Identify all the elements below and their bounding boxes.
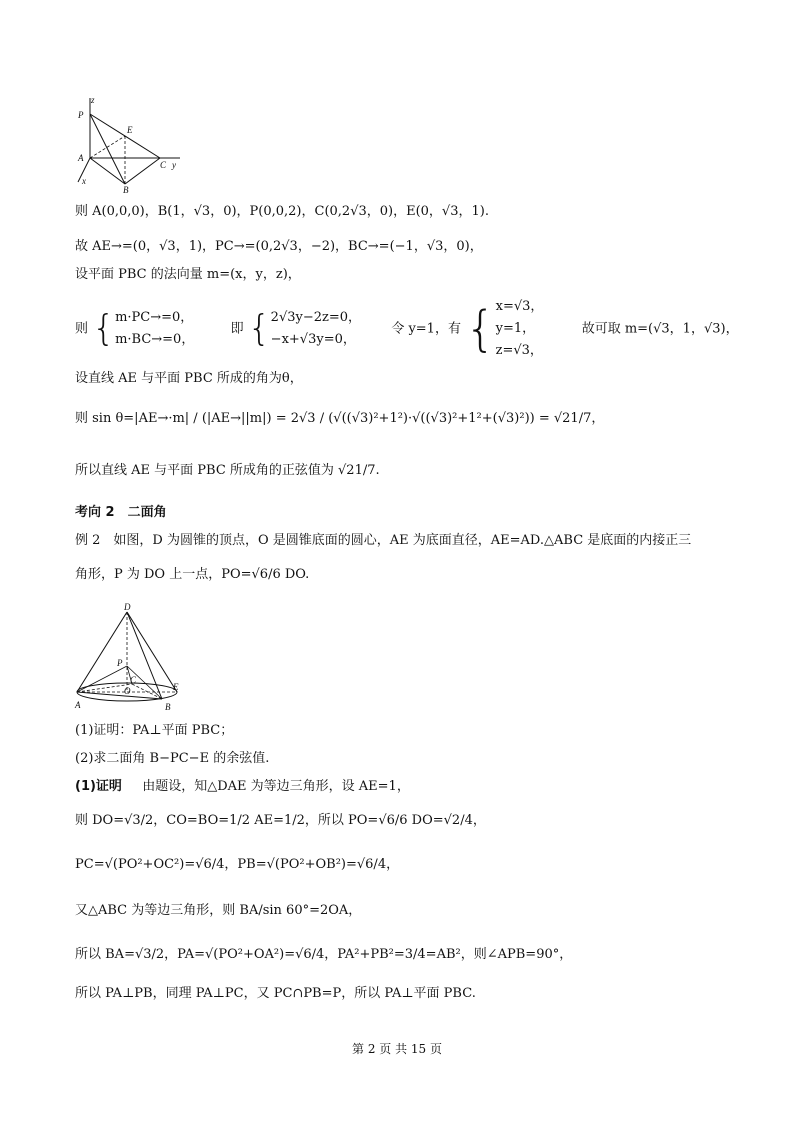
- let-y: 令 y=1，有: [391, 321, 461, 337]
- figure-pyramid: [72, 94, 192, 194]
- coords-line: 则 A(0,0,0)，B(1，√3，0)，P(0,0,2)，C(0,2√3，0)，E(0，√3，1).: [75, 204, 489, 219]
- vectors-line: 故 AE→=(0，√3，1)，PC→=(0,2√3，−2)，BC→=(−1，√3，0)，: [75, 239, 483, 254]
- example-line-2: 角形，P 为 DO 上一点，PO=√6/6 DO.: [75, 567, 310, 582]
- proof-line-5: 所以 BA=√3/2，PA=√(PO²+OA²)=√6/4，PA²+PB²=3/4=AB²，则∠APB=90°，: [75, 947, 573, 962]
- label-D: D: [124, 602, 131, 612]
- angle-intro: 设直线 AE 与平面 PBC 所成的角为θ，: [75, 371, 303, 386]
- system1: m·PC→=0， m·BC→=0，: [115, 310, 195, 347]
- label-O: O: [124, 686, 131, 696]
- label-C2: C: [130, 675, 137, 685]
- question-2: (2)求二面角 B−PC−E 的余弦值.: [75, 751, 270, 766]
- page-footer: 第 2 页 共 15 页: [352, 1042, 442, 1056]
- label-A2: A: [75, 700, 81, 710]
- label-P2: P: [117, 658, 123, 668]
- normal-line: 设平面 PBC 的法向量 m=(x，y，z)，: [75, 267, 301, 282]
- label-x: x: [82, 176, 86, 186]
- system2-intro: 即: [230, 321, 244, 337]
- system-intro: 则: [75, 321, 89, 337]
- figure-cone: [70, 600, 190, 715]
- label-z: z: [91, 95, 95, 105]
- take-m: 故可取 m=(√3，1，√3)，: [581, 321, 739, 337]
- proof-start: [75, 778, 410, 796]
- label-y: y: [172, 160, 176, 170]
- example-line-1: 例 2 如图，D 为圆锥的顶点，O 是圆锥底面的圆心，AE 为底面直径，AE=AD.△ABC 是底面的内接正三: [75, 533, 692, 548]
- label-P: P: [78, 110, 84, 120]
- proof-line-6: 所以 PA⊥PB，同理 PA⊥PC，又 PC∩PB=P，所以 PA⊥平面 PBC.: [75, 986, 476, 1001]
- sin-theta-line: 则 sin θ=|AE→·m| / (|AE→||m|) = 2√3 / (√((√3)²+1²)·√((√3)²+1²+(√3)²)) = √21/7，: [75, 411, 605, 426]
- proof-line-2: 则 DO=√3/2，CO=BO=1/2 AE=1/2，所以 PO=√6/6 DO=√2/4，: [75, 813, 486, 828]
- label-C: C: [160, 160, 167, 170]
- proof-line-1: 由题设，知△DAE 为等边三角形，设 AE=1，: [142, 779, 410, 794]
- proof-line-3: PC=√(PO²+OC²)=√6/4，PB=√(PO²+OB²)=√6/4，: [75, 857, 400, 872]
- label-E: E: [127, 125, 133, 135]
- system-row: 则 { m·PC→=0， m·BC→=0， 即 { 2√3y−2z=0， −x+√3y=0， 令 y=1，有 { x=√3， y=1， z=√3， 故可取 m=(√3，1，√3)，: [75, 296, 739, 362]
- label-B2: B: [165, 702, 171, 712]
- label-B: B: [123, 185, 129, 194]
- proof-head: (1)证明: [75, 779, 122, 794]
- system3: x=√3， y=1， z=√3，: [495, 299, 544, 358]
- system2: 2√3y−2z=0， −x+√3y=0，: [270, 310, 362, 347]
- question-1: (1)证明：PA⊥平面 PBC；: [75, 723, 234, 738]
- label-A: A: [78, 153, 84, 163]
- conclusion-line: 所以直线 AE 与平面 PBC 所成角的正弦值为 √21/7.: [75, 463, 380, 478]
- section-heading: 考向 2 二面角: [75, 505, 167, 520]
- proof-line-4: 又△ABC 为等边三角形，则 BA/sin 60°=2OA，: [75, 903, 362, 918]
- label-E2: E: [173, 682, 179, 692]
